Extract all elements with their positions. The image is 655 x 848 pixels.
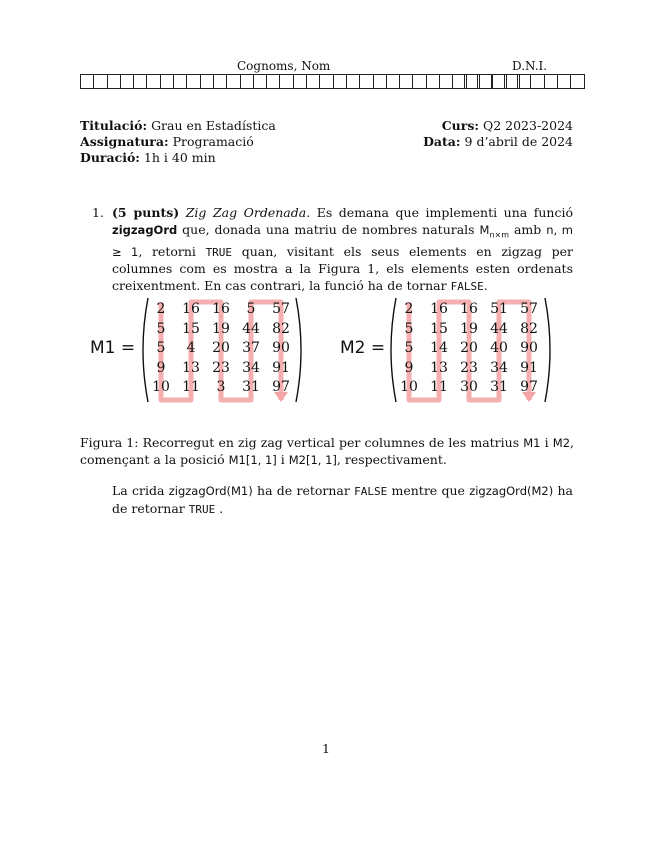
char-box[interactable] bbox=[186, 74, 199, 89]
m1-label: M1 = bbox=[90, 338, 136, 358]
char-box[interactable] bbox=[464, 74, 477, 89]
char-box[interactable] bbox=[213, 74, 226, 89]
question-text-1: . Es demana que implementi una funció bbox=[306, 205, 573, 220]
matrix-cell: 10 bbox=[400, 379, 418, 395]
char-box[interactable] bbox=[557, 74, 570, 89]
matrix-cell: 13 bbox=[430, 359, 448, 376]
matrix-cell: 34 bbox=[242, 359, 260, 376]
caption-text-5: , respectivament. bbox=[336, 451, 447, 467]
matrix-cell: 82 bbox=[272, 320, 290, 337]
matrix-cell: 5 bbox=[404, 340, 414, 356]
matrix-cell: 90 bbox=[272, 340, 290, 356]
char-box[interactable] bbox=[160, 74, 173, 89]
char-box[interactable] bbox=[570, 74, 584, 89]
false-keyword: FALSE bbox=[450, 279, 484, 293]
matrix-cell: 44 bbox=[242, 320, 260, 337]
matrix-cell: 19 bbox=[212, 320, 230, 337]
assignatura-label: Assignatura: bbox=[80, 134, 169, 149]
char-box[interactable] bbox=[346, 74, 359, 89]
true-keyword: TRUE bbox=[205, 245, 233, 259]
char-box[interactable] bbox=[80, 74, 93, 89]
question-text-3: amb bbox=[509, 221, 547, 237]
caption-m2: M2 bbox=[552, 436, 571, 450]
matrix-cell: 10 bbox=[152, 379, 170, 395]
data-label: Data: bbox=[423, 134, 461, 149]
m2-label: M2 = bbox=[340, 338, 386, 358]
matrix-cell: 5 bbox=[404, 320, 414, 337]
matrix-cell: 23 bbox=[212, 359, 230, 376]
assignatura-value: Programació bbox=[172, 134, 254, 149]
matrix-cell: 15 bbox=[182, 320, 200, 337]
question-text-4: , retorni bbox=[138, 243, 206, 259]
matrix-cell: 9 bbox=[404, 359, 414, 376]
char-box[interactable] bbox=[279, 74, 292, 89]
char-box[interactable] bbox=[146, 74, 159, 89]
example-text-3: mentre que bbox=[387, 483, 470, 498]
matrix-cell: 16 bbox=[182, 301, 200, 317]
example-call-m1: zigzagOrd(M1) bbox=[168, 484, 253, 498]
matrix-cell: 57 bbox=[272, 301, 290, 317]
example-text-5: . bbox=[215, 500, 224, 516]
char-box[interactable] bbox=[266, 74, 279, 89]
char-box[interactable] bbox=[306, 74, 319, 89]
char-box[interactable] bbox=[412, 74, 425, 89]
example-call-m2: zigzagOrd(M2) bbox=[469, 484, 554, 498]
matrix-cell: 11 bbox=[430, 379, 448, 395]
info-left bbox=[80, 118, 276, 166]
caption-text-1: Figura 1: Recorregut en zig zag vertical per columnes de les matrius bbox=[80, 435, 524, 450]
example-text-1: La crida bbox=[112, 483, 169, 498]
matrix-cell: 2 bbox=[156, 301, 166, 317]
char-box[interactable] bbox=[504, 74, 517, 89]
char-box[interactable] bbox=[120, 74, 133, 89]
matrix-cell: 3 bbox=[216, 379, 226, 395]
char-box[interactable] bbox=[359, 74, 372, 89]
titulacio-label: Titulació: bbox=[80, 118, 148, 133]
char-box[interactable] bbox=[133, 74, 146, 89]
matrix-cell: 20 bbox=[460, 340, 478, 356]
char-box[interactable] bbox=[386, 74, 399, 89]
matrix-cell: 9 bbox=[156, 359, 166, 376]
question-text-5: quan, visitant els seus elements en zigzag per columnes com es mostra a la Figura 1, els elements esten ordenats creixentment. En cas contrari, la funció ha de tornar bbox=[112, 243, 574, 293]
char-box[interactable] bbox=[226, 74, 239, 89]
matrix-cell: 16 bbox=[460, 301, 478, 317]
example-text-2: ha de retornar bbox=[252, 483, 355, 498]
durada-value: 1h i 40 min bbox=[143, 150, 216, 165]
matrix-cell: 40 bbox=[490, 340, 508, 356]
char-box[interactable] bbox=[544, 74, 557, 89]
matrix-cell: 97 bbox=[272, 379, 290, 395]
matrix-cell: 82 bbox=[520, 320, 538, 337]
matrix-cell: 5 bbox=[246, 301, 256, 317]
matrix-subscript: n×m bbox=[489, 230, 510, 239]
example-paragraph bbox=[112, 483, 573, 518]
char-box[interactable] bbox=[439, 74, 452, 89]
matrix-cell: 23 bbox=[460, 359, 478, 376]
caption-text-2: i bbox=[540, 435, 553, 450]
matrix-cell: 57 bbox=[520, 301, 538, 317]
matrix-cell: 20 bbox=[212, 340, 230, 356]
matrix-cell: 97 bbox=[520, 379, 538, 395]
data-value: 9 d’abril de 2024 bbox=[464, 134, 573, 149]
condition: n, m ≥ 1 bbox=[112, 222, 573, 259]
titulacio-value: Grau en Estadística bbox=[151, 118, 276, 133]
curs-label: Curs: bbox=[441, 118, 479, 133]
matrix-cell: 91 bbox=[272, 359, 290, 376]
matrix-cell: 90 bbox=[520, 340, 538, 356]
char-box[interactable] bbox=[253, 74, 266, 89]
matrix-cell: 37 bbox=[242, 340, 260, 356]
char-box[interactable] bbox=[373, 74, 386, 89]
example-false-keyword: FALSE bbox=[354, 485, 388, 498]
name-input-boxes[interactable] bbox=[80, 74, 520, 89]
char-box[interactable] bbox=[200, 74, 213, 89]
example-text-4: ha de retornar bbox=[112, 483, 573, 516]
dni-input-boxes[interactable] bbox=[464, 74, 585, 89]
matrix-cell: 5 bbox=[156, 320, 166, 337]
name-label: Cognoms, Nom bbox=[237, 59, 331, 73]
matrix-cell: 31 bbox=[490, 379, 508, 395]
figure-caption bbox=[80, 435, 574, 468]
matrix-cell: 13 bbox=[182, 359, 200, 376]
page-number: 1 bbox=[322, 741, 330, 756]
zigzag-figure bbox=[0, 290, 655, 420]
matrix-cell: 5 bbox=[156, 340, 166, 356]
matrix-cell: 16 bbox=[212, 301, 230, 317]
info-right bbox=[423, 118, 573, 150]
matrix-cell: 19 bbox=[460, 320, 478, 337]
matrix-cell: 44 bbox=[490, 320, 508, 337]
matrix-cell: 14 bbox=[430, 340, 448, 356]
char-box[interactable] bbox=[333, 74, 346, 89]
char-box[interactable] bbox=[107, 74, 120, 89]
question-text bbox=[112, 205, 573, 295]
question-points: (5 punts) bbox=[112, 205, 180, 220]
char-box[interactable] bbox=[319, 74, 332, 89]
char-box[interactable] bbox=[426, 74, 439, 89]
question-text-2: que, donada una matriu de nombres naturals bbox=[177, 221, 480, 237]
curs-value: Q2 2023-2024 bbox=[482, 118, 573, 133]
char-box[interactable] bbox=[93, 74, 106, 89]
matrix-cell: 11 bbox=[182, 379, 200, 395]
caption-p1: M1[1, 1] bbox=[228, 452, 277, 467]
caption-text-3: , començant a la posició bbox=[80, 435, 574, 467]
matrix-cell: 91 bbox=[520, 359, 538, 376]
matrix-cell: 30 bbox=[460, 379, 478, 395]
durada-label: Duració: bbox=[80, 150, 140, 165]
matrix-cell: 31 bbox=[242, 379, 260, 395]
matrix-cell: 16 bbox=[430, 301, 448, 317]
char-box[interactable] bbox=[530, 74, 543, 89]
char-box[interactable] bbox=[173, 74, 186, 89]
question-number: 1. bbox=[92, 205, 104, 220]
example-true-keyword: TRUE bbox=[188, 502, 216, 516]
question-title: Zig Zag Ordenada bbox=[185, 205, 307, 220]
char-box[interactable] bbox=[491, 74, 504, 89]
char-box[interactable] bbox=[240, 74, 253, 89]
caption-p2: M2[1, 1] bbox=[288, 452, 337, 467]
dni-label: D.N.I. bbox=[512, 59, 548, 73]
question-text-6: . bbox=[483, 277, 488, 293]
char-box[interactable] bbox=[399, 74, 412, 89]
matrix-cell: 4 bbox=[186, 340, 196, 356]
caption-text-4: i bbox=[276, 451, 289, 467]
matrix-cell: 15 bbox=[430, 320, 448, 337]
caption-m1: M1 bbox=[523, 436, 541, 450]
matrix-cell: 2 bbox=[404, 301, 414, 317]
char-box[interactable] bbox=[293, 74, 306, 89]
matrix-cell: 51 bbox=[490, 301, 508, 317]
char-box[interactable] bbox=[517, 74, 530, 89]
char-box[interactable] bbox=[477, 74, 490, 89]
matrix-cell: 34 bbox=[490, 359, 508, 376]
function-name: zigzagOrd bbox=[112, 222, 178, 237]
matrix-symbol: M bbox=[479, 222, 490, 237]
